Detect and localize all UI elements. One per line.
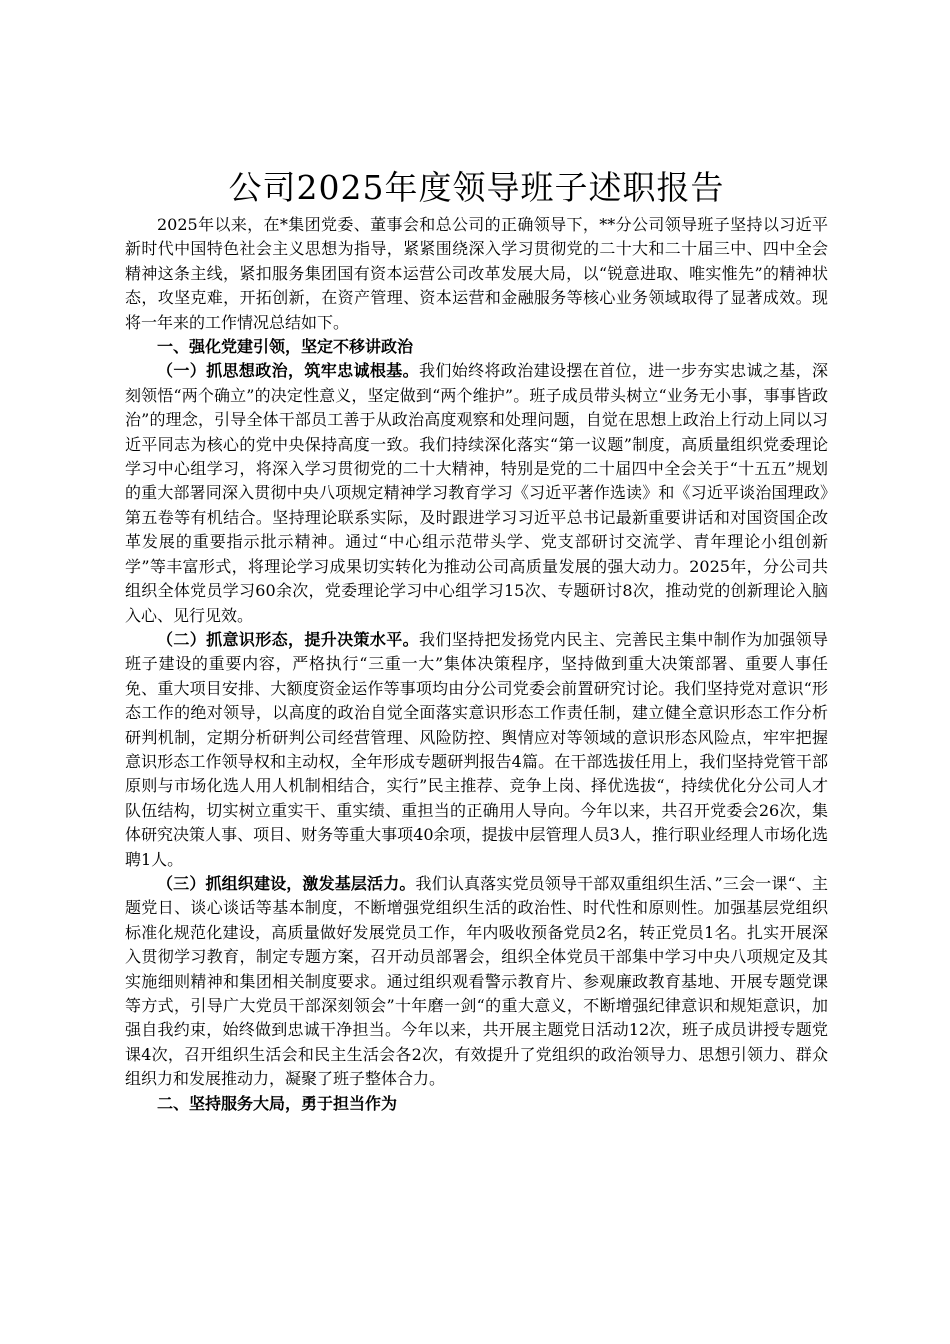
intro-paragraph: 2025年以来，在*集团党委、董事会和总公司的正确领导下，**分公司领导班子坚持以习近平新时代中国特色社会主义思想为指导，紧紧围绕深入学习贯彻党的二十大和二十届三中、四中全会精神这条主线，紧扣服务集团国有资本运营公司改革发展大局，以“锐意进取、唯实惟先”的精神状态，攻坚克难，开拓创新，在资产管理、资本运营和金融服务等核心业务领域取得了显著成效。现将一年来的工作情况总结如下。 xyxy=(125,215,828,332)
item-text: 我们坚持把发扬党内民主、完善民主集中制作为加强领导班子建设的重要内容，严格执行“三重一大”集体决策程序，坚持做到重大决策部署、重要人事任免、重大项目安排、大额度资金运作等事项均由分公司党委会前置研究讨论。我们坚持党对意识“形态工作的绝对领导，以高度的政治自觉全面落实意识形态工作责任制，建立健全意识形态工作分析研判机制，定期分析研判公司经营管理、风险防控、舆情应对等领域的意识形态风险点，牢牢把握意识形态工作领导权和主动权，全年形成专题研判报告4篇。在干部选拔任用上，我们坚持党管干部原则与市场化选人用人机制相结合，实行”民主推荐、竞争上岗、择优选拔“，持续优化分公司人才队伍结构，切实树立重实干、重实绩、重担当的正确用人导向。今年以来，共召开党委会26次，集体研究决策人事、项目、财务等重大事项40余项，提拔中层管理人员3人，推行职业经理人市场化选聘1人。 xyxy=(125,629,828,869)
section-heading-2: 二、坚持服务大局，勇于担当作为 xyxy=(157,1093,398,1113)
section1-item-1 xyxy=(125,359,828,627)
item-lead: （二）抓意识形态，提升决策水平。 xyxy=(157,629,419,649)
item-text: 我们始终将政治建设摆在首位，进一步夯实忠诚之基，深刻领悟“两个确立”的决定性意义，坚定做到“两个维护”。班子成员带头树立“业务无小事，事事皆政治”的理念，引导全体干部员工善于从政治高度观察和处理问题，自觉在思想上政治上行动上同以习近平同志为核心的党中央保持高度一致。我们持续深化落实“第一议题”制度，高质量组织党委理论学习中心组学习，将深入学习贯彻党的二十大精神，特别是党的二十届四中全会关于“十五五”规划的重大部署同深入贯彻中央八项规定精神学习教育学习《习近平著作选读》和《习近平谈治国理政》第五卷等有机结合。坚持理论联系实际，及时跟进学习习近平总书记最新重要讲话和对国资国企改革发展的重要指示批示精神。通过“中心组示范带头学、党支部研讨交流学、青年理论小组创新学”等丰富形式，将理论学习成果切实转化为推动公司高质量发展的强大动力。2025年，分公司共组织全体党员学习60余次，党委理论学习中心组学习15次、专题研讨8次，推动党的创新理论入脑入心、见行见效。 xyxy=(125,361,828,625)
item-lead: （三）抓组织建设，激发基层活力。 xyxy=(157,873,416,893)
document-title: 公司2025年度领导班子述职报告 xyxy=(228,168,725,207)
item-lead: （一）抓思想政治，筑牢忠诚根基。 xyxy=(157,361,419,381)
section-heading-1: 一、强化党建引领，坚定不移讲政治 xyxy=(157,337,414,357)
item-text: 我们认真落实党员领导干部双重组织生活、”三会一课“、主题党日、谈心谈话等基本制度，不断增强党组织生活的政治性、时代性和原则性。加强基层党组织标准化规范化建设，高质量做好发展党员工作，年内吸收预备党员2名，转正党员1名。扎实开展深入贯彻学习教育，制定专题方案，召开动员部署会，组织全体党员干部集中学习中央八项规定及其实施细则精神和集团相关制度要求。通过组织观看警示教育片、参观廉政教育基地、开展专题党课等方式，引导广大党员干部深刻领会”十年磨一剑“的重大意义，不断增强纪律意识和规矩意识，加强自我约束，始终做到忠诚干净担当。今年以来，共开展主题党日活动12次，班子成员讲授专题党课4次，召开组织生活会和民主生活会各2次，有效提升了党组织的政治领导力、思想引领力、群众组织力和发展推动力，凝聚了班子整体合力。 xyxy=(125,873,828,1089)
document-page xyxy=(125,165,828,1116)
section1-item-3 xyxy=(125,872,828,1092)
section1-item-2 xyxy=(125,628,828,872)
